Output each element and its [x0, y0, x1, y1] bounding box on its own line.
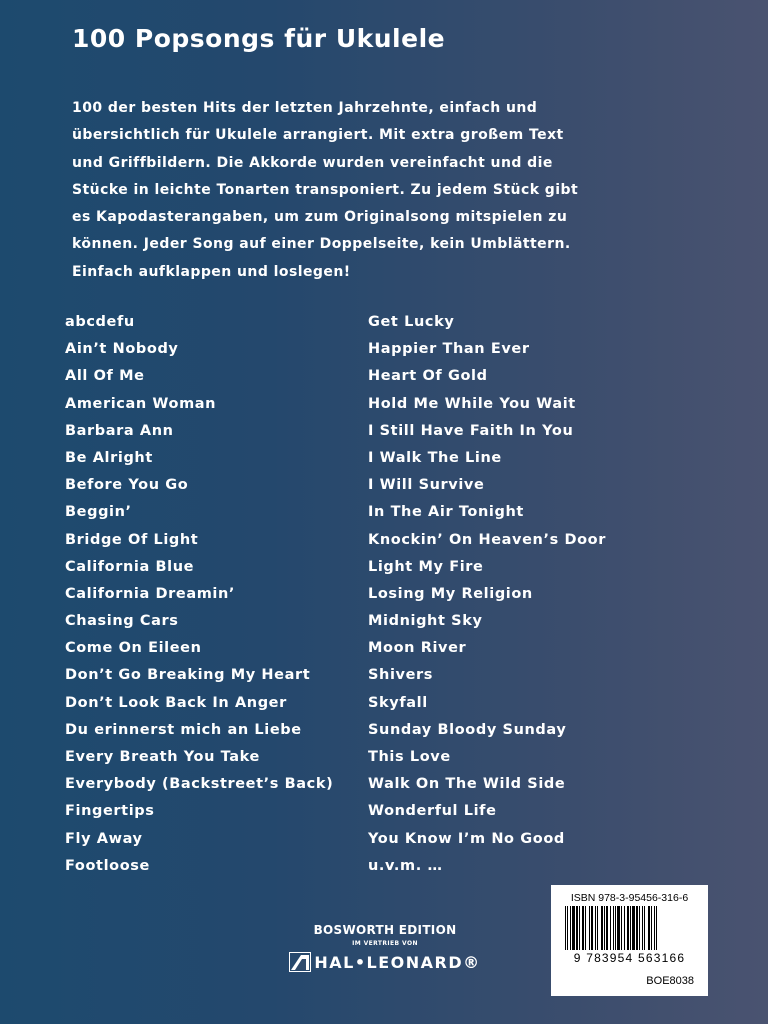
list-item: Losing My Religion [368, 585, 533, 602]
list-item: Walk On The Wild Side [368, 776, 566, 793]
distribution-note: IM VERTRIEB VON [352, 940, 418, 947]
barcode-bar [585, 906, 586, 950]
list-item: Barbara Ann [65, 422, 174, 439]
list-item: Light My Fire [368, 558, 484, 575]
barcode-bar [597, 906, 598, 950]
description-line: können. Jeder Song auf einer Doppelseite, kein Umblättern. [72, 236, 571, 253]
barcode-bar [610, 906, 611, 950]
list-item: I Will Survive [368, 477, 485, 494]
barcode-bar [648, 906, 650, 950]
list-item: I Walk The Line [368, 449, 502, 466]
song-list-right [368, 309, 606, 880]
list-item: Shivers [368, 667, 434, 684]
list-item: Ain’t Nobody [65, 341, 179, 358]
barcode-bar [651, 906, 652, 950]
list-item: Happier Than Ever [368, 341, 530, 358]
list-item: Every Breath You Take [65, 749, 260, 765]
list-item: In The Air Tonight [368, 504, 524, 521]
barcode-bar [654, 906, 655, 950]
barcode-bars [565, 906, 694, 950]
barcode-bar [576, 906, 578, 950]
list-item: You Know I’m No Good [368, 830, 565, 847]
list-item: Footloose [65, 857, 150, 874]
barcode-bar [636, 906, 638, 950]
publisher-block [272, 923, 498, 972]
barcode-bar [617, 906, 620, 950]
list-item: Come On Eileen [65, 640, 202, 657]
barcode-bar [601, 906, 603, 950]
barcode-bar [604, 906, 605, 950]
list-item: Du erinnerst mich an Liebe [65, 721, 302, 738]
isbn-text: ISBN 978-3-95456-316-6 [570, 892, 689, 904]
barcode-bar [572, 906, 575, 950]
list-item: Knockin’ On Heaven’s Door [368, 531, 606, 548]
list-item: Chasing Cars [65, 613, 179, 630]
hal-leonard-logo [272, 952, 498, 972]
description-line: und Griffbildern. Die Akkorde wurden vereinfacht und die [72, 154, 553, 171]
list-item: u.v.m. … [368, 857, 443, 874]
list-item: Heart Of Gold [368, 368, 488, 385]
barcode-bar [615, 906, 616, 950]
list-item: American Woman [65, 395, 217, 412]
barcode-bar [630, 906, 631, 950]
list-item: This Love [368, 749, 451, 765]
list-item: Hold Me While You Wait [368, 395, 576, 412]
list-item: Everybody (Backstreet’s Back) [65, 776, 334, 793]
barcode-bar [565, 906, 566, 950]
list-item: Don’t Go Breaking My Heart [65, 667, 311, 684]
order-number: BOE8038 [646, 975, 694, 987]
list-item: abcdefu [65, 314, 135, 330]
list-item: Be Alright [65, 449, 153, 466]
hal-leonard-wordmark: HAL•LEONARD® [314, 952, 481, 972]
list-item: Sunday Bloody Sunday [368, 721, 567, 738]
barcode-bar [656, 906, 657, 950]
barcode-bar [591, 906, 593, 950]
list-item: I Still Have Faith In You [368, 422, 574, 439]
list-item: Don’t Look Back In Anger [65, 694, 287, 711]
list-item: Fly Away [65, 830, 143, 847]
barcode-label [551, 885, 708, 996]
hal-leonard-logo-icon [289, 952, 311, 972]
barcode-bar [582, 906, 584, 950]
barcode-bar [642, 906, 643, 950]
list-item: Skyfall [368, 694, 428, 711]
publisher-name: BOSWORTH EDITION [313, 923, 457, 937]
list-item: Wonderful Life [368, 803, 497, 820]
list-item: Get Lucky [368, 314, 455, 330]
description-line: übersichtlich für Ukulele arrangiert. Mit extra großem Text [72, 127, 564, 144]
list-item: Beggin’ [65, 504, 132, 521]
list-item: Fingertips [65, 803, 155, 820]
barcode-bar [606, 906, 608, 950]
barcode-bar [627, 906, 629, 950]
song-list-left [65, 309, 333, 880]
barcode-bar [621, 906, 622, 950]
list-item: Bridge Of Light [65, 531, 199, 548]
barcode-bar [632, 906, 635, 950]
description-line: Stücke in leichte Tonarten transponiert. Zu jedem Stück gibt [72, 181, 579, 198]
list-item: Midnight Sky [368, 613, 483, 630]
barcode-bar [589, 906, 590, 950]
description-line: es Kapodasterangaben, um zum Originalsong mitspielen zu [72, 209, 568, 226]
barcode-bar [579, 906, 580, 950]
list-item: All Of Me [65, 368, 145, 385]
book-description [72, 95, 612, 286]
book-title: 100 Popsongs für Ukulele [72, 24, 446, 53]
barcode-bar [639, 906, 640, 950]
description-line: 100 der besten Hits der letzten Jahrzehnte, einfach und [72, 100, 538, 116]
ean-digits: 9 783954 563166 [573, 951, 686, 965]
barcode-bar [644, 906, 645, 950]
barcode-bar [613, 906, 614, 950]
list-item: California Blue [65, 558, 195, 575]
barcode-bar [624, 906, 625, 950]
list-item: Before You Go [65, 477, 189, 494]
barcode-bar [595, 906, 596, 950]
barcode-bar [567, 906, 568, 950]
list-item: Moon River [368, 640, 467, 657]
description-line: Einfach aufklappen und loslegen! [72, 263, 351, 280]
list-item: California Dreamin’ [65, 585, 236, 602]
barcode-bar [570, 906, 571, 950]
